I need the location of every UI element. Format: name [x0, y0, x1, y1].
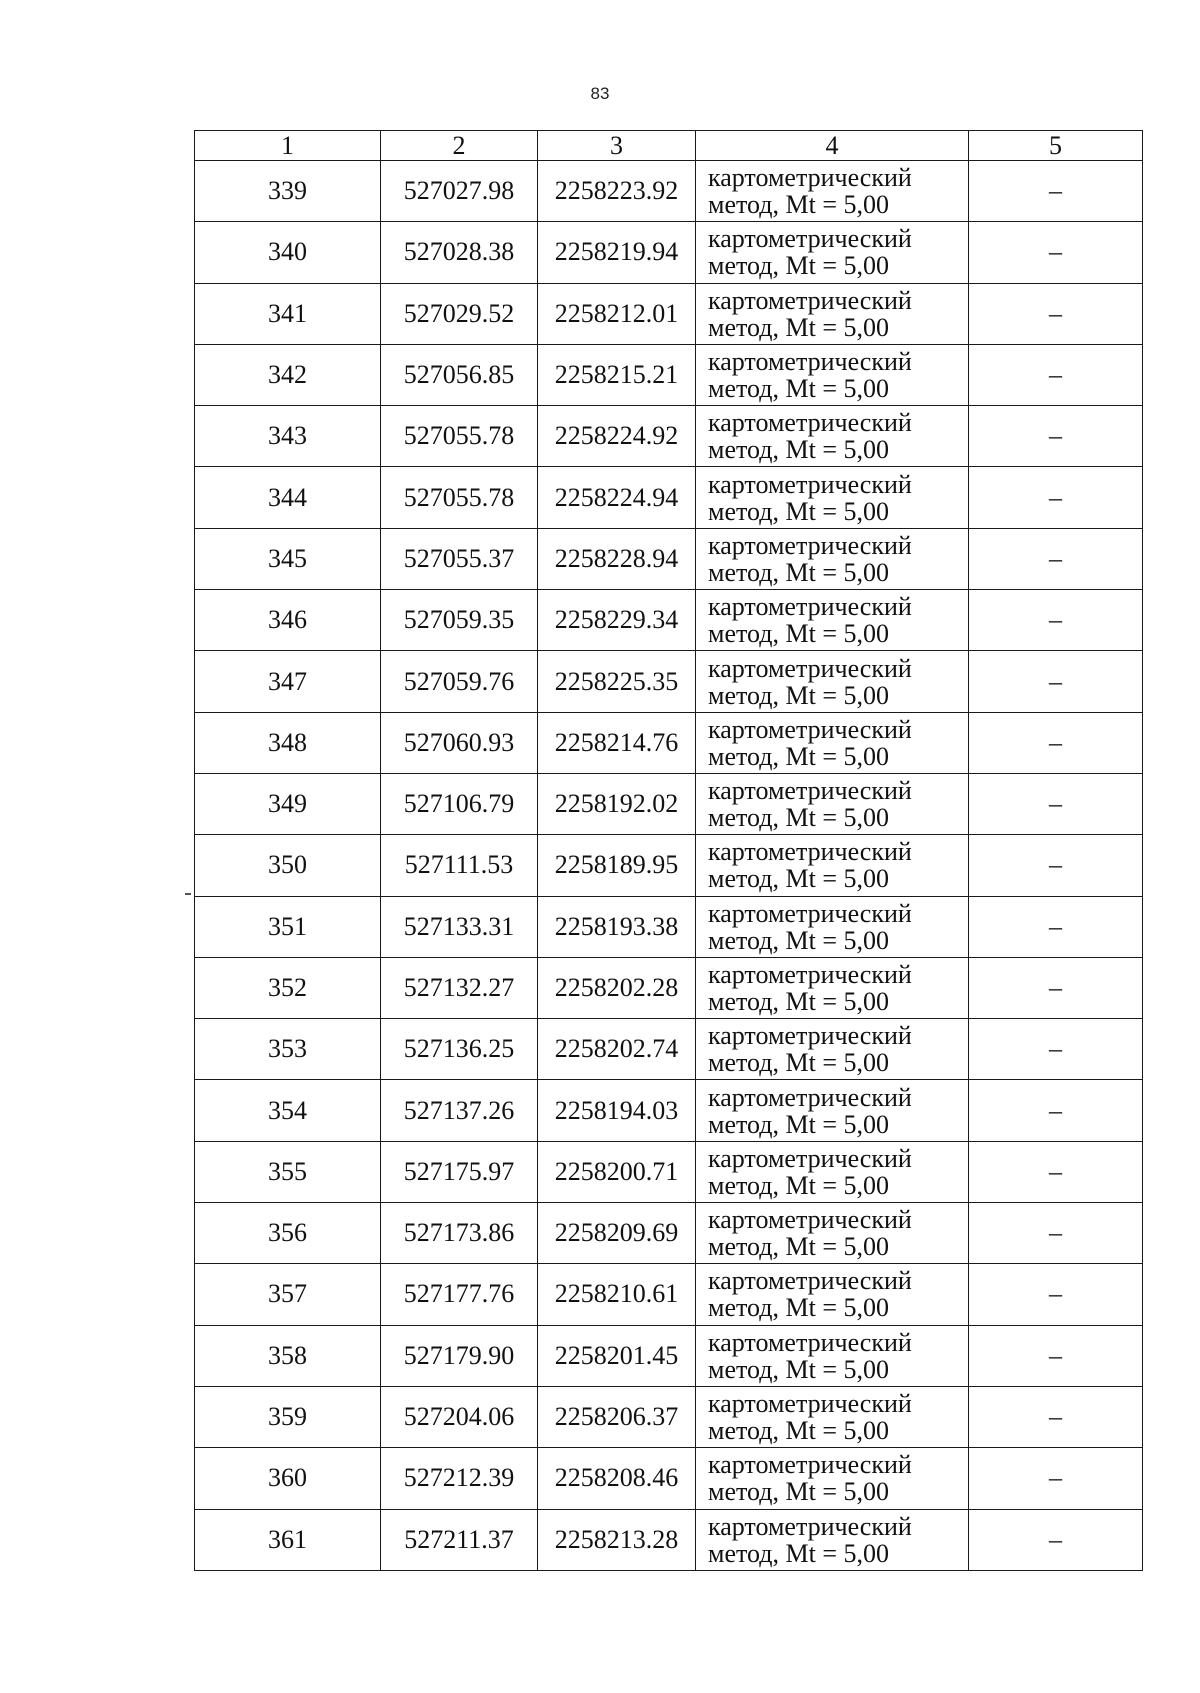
method-cell: [696, 1509, 969, 1570]
table-row: [195, 590, 1143, 651]
method-line-2: метод, Mt = 5,00: [708, 496, 889, 526]
method-cell: [696, 222, 969, 283]
table-row: [195, 222, 1143, 283]
method-line-2: метод, Mt = 5,00: [708, 1354, 889, 1384]
x-coordinate-cell: 527204.06: [381, 1386, 538, 1447]
method-line-2: метод, Mt = 5,00: [708, 864, 889, 894]
y-coordinate-cell: 2258201.45: [538, 1325, 696, 1386]
y-coordinate-cell: 2258228.94: [538, 528, 696, 589]
x-coordinate-cell: 527056.85: [381, 344, 538, 405]
method-cell: [696, 957, 969, 1018]
x-coordinate-cell: 527173.86: [381, 1203, 538, 1264]
method-cell: [696, 1019, 969, 1080]
method-line-2: метод, Mt = 5,00: [708, 1109, 889, 1139]
method-cell: [696, 712, 969, 773]
note-cell: –: [969, 712, 1143, 773]
point-number-cell: 344: [195, 467, 381, 528]
note-cell: –: [969, 406, 1143, 467]
x-coordinate-cell: 527059.35: [381, 590, 538, 651]
x-coordinate-cell: 527055.78: [381, 406, 538, 467]
method-line-1: картометрический: [708, 1082, 912, 1112]
method-line-2: метод, Mt = 5,00: [708, 1232, 889, 1262]
method-line-1: картометрический: [708, 285, 912, 315]
y-coordinate-cell: 2258210.61: [538, 1264, 696, 1325]
method-line-1: картометрический: [708, 408, 912, 438]
point-number-cell: 342: [195, 344, 381, 405]
method-line-2: метод, Mt = 5,00: [708, 803, 889, 833]
page-number: 83: [590, 84, 610, 103]
point-number-cell: 341: [195, 283, 381, 344]
point-number-cell: 349: [195, 773, 381, 834]
table-row: [195, 1141, 1143, 1202]
note-cell: –: [969, 1325, 1143, 1386]
y-coordinate-cell: 2258224.94: [538, 467, 696, 528]
note-cell: –: [969, 344, 1143, 405]
method-line-1: картометрический: [708, 1205, 912, 1235]
point-number-cell: 343: [195, 406, 381, 467]
header-col-2: 2: [381, 131, 538, 161]
point-number-cell: 352: [195, 957, 381, 1018]
method-line-2: метод, Mt = 5,00: [708, 1416, 889, 1446]
table-row: [195, 528, 1143, 589]
table-row: [195, 773, 1143, 834]
method-line-2: метод, Mt = 5,00: [708, 925, 889, 955]
note-cell: –: [969, 957, 1143, 1018]
method-line-1: картометрический: [708, 1389, 912, 1419]
method-line-1: картометрический: [708, 469, 912, 499]
method-cell: [696, 1264, 969, 1325]
y-coordinate-cell: 2258206.37: [538, 1386, 696, 1447]
point-number-cell: 360: [195, 1448, 381, 1509]
table-row: [195, 1203, 1143, 1264]
method-line-1: картометрический: [708, 714, 912, 744]
y-coordinate-cell: 2258202.28: [538, 957, 696, 1018]
method-cell: [696, 528, 969, 589]
y-coordinate-cell: 2258193.38: [538, 896, 696, 957]
x-coordinate-cell: 527027.98: [381, 161, 538, 222]
x-coordinate-cell: 527137.26: [381, 1080, 538, 1141]
method-line-2: метод, Mt = 5,00: [708, 251, 889, 281]
note-cell: –: [969, 1264, 1143, 1325]
method-line-1: картометрический: [708, 530, 912, 560]
margin-mark: [185, 893, 191, 895]
note-cell: –: [969, 283, 1143, 344]
x-coordinate-cell: 527029.52: [381, 283, 538, 344]
table-row: [195, 896, 1143, 957]
method-line-1: картометрический: [708, 653, 912, 683]
table-row: [195, 1264, 1143, 1325]
x-coordinate-cell: 527060.93: [381, 712, 538, 773]
method-cell: [696, 1203, 969, 1264]
method-cell: [696, 1386, 969, 1447]
x-coordinate-cell: 527132.27: [381, 957, 538, 1018]
y-coordinate-cell: 2258202.74: [538, 1019, 696, 1080]
point-number-cell: 339: [195, 161, 381, 222]
y-coordinate-cell: 2258214.76: [538, 712, 696, 773]
method-cell: [696, 1325, 969, 1386]
table-row: [195, 283, 1143, 344]
method-line-2: метод, Mt = 5,00: [708, 741, 889, 771]
table-row: [195, 1325, 1143, 1386]
method-cell: [696, 835, 969, 896]
header-col-5: 5: [969, 131, 1143, 161]
method-line-1: картометрический: [708, 1021, 912, 1051]
method-line-2: метод, Mt = 5,00: [708, 1170, 889, 1200]
method-cell: [696, 773, 969, 834]
table-row: [195, 1448, 1143, 1509]
y-coordinate-cell: 2258223.92: [538, 161, 696, 222]
coordinates-table: [194, 130, 1143, 1571]
point-number-cell: 359: [195, 1386, 381, 1447]
method-line-2: метод, Mt = 5,00: [708, 619, 889, 649]
header-col-3: 3: [538, 131, 696, 161]
table-row: [195, 712, 1143, 773]
method-line-1: картометрический: [708, 960, 912, 989]
point-number-cell: 357: [195, 1264, 381, 1325]
method-cell: [696, 161, 969, 222]
note-cell: –: [969, 835, 1143, 896]
point-number-cell: 347: [195, 651, 381, 712]
table-row: [195, 651, 1143, 712]
method-line-1: картометрический: [708, 1511, 912, 1541]
method-line-1: картометрический: [708, 1266, 912, 1296]
x-coordinate-cell: 527055.78: [381, 467, 538, 528]
method-cell: [696, 1448, 969, 1509]
method-line-2: метод, Mt = 5,00: [708, 374, 889, 404]
point-number-cell: 348: [195, 712, 381, 773]
note-cell: –: [969, 1019, 1143, 1080]
x-coordinate-cell: 527212.39: [381, 1448, 538, 1509]
method-cell: [696, 344, 969, 405]
point-number-cell: 351: [195, 896, 381, 957]
point-number-cell: 361: [195, 1509, 381, 1570]
point-number-cell: 354: [195, 1080, 381, 1141]
point-number-cell: 345: [195, 528, 381, 589]
note-cell: –: [969, 1080, 1143, 1141]
point-number-cell: 356: [195, 1203, 381, 1264]
method-cell: [696, 406, 969, 467]
table-row: [195, 835, 1143, 896]
table-row: [195, 1386, 1143, 1447]
method-line-2: метод, Mt = 5,00: [708, 312, 889, 342]
method-line-1: картометрический: [708, 163, 912, 193]
method-line-2: метод, Mt = 5,00: [708, 1477, 889, 1507]
note-cell: –: [969, 651, 1143, 712]
x-coordinate-cell: 527111.53: [381, 835, 538, 896]
table-row: [195, 1080, 1143, 1141]
x-coordinate-cell: 527179.90: [381, 1325, 538, 1386]
x-coordinate-cell: 527028.38: [381, 222, 538, 283]
method-line-2: метод, Mt = 5,00: [708, 1538, 889, 1568]
note-cell: –: [969, 1203, 1143, 1264]
table-row: [195, 1509, 1143, 1570]
method-line-1: картометрический: [708, 1143, 912, 1173]
method-line-1: картометрический: [708, 837, 912, 867]
note-cell: –: [969, 1509, 1143, 1570]
point-number-cell: 350: [195, 835, 381, 896]
note-cell: –: [969, 1141, 1143, 1202]
note-cell: –: [969, 161, 1143, 222]
y-coordinate-cell: 2258189.95: [538, 835, 696, 896]
method-cell: [696, 467, 969, 528]
y-coordinate-cell: 2258212.01: [538, 283, 696, 344]
method-line-1: картометрический: [708, 1327, 912, 1357]
method-line-1: картометрический: [708, 224, 912, 254]
note-cell: –: [969, 590, 1143, 651]
header-row: [195, 131, 1143, 161]
method-line-2: метод, Mt = 5,00: [708, 435, 889, 465]
method-line-2: метод, Mt = 5,00: [708, 1048, 889, 1078]
y-coordinate-cell: 2258192.02: [538, 773, 696, 834]
table-row: [195, 344, 1143, 405]
header-col-1: 1: [195, 131, 381, 161]
note-cell: –: [969, 773, 1143, 834]
method-cell: [696, 1141, 969, 1202]
method-cell: [696, 1080, 969, 1141]
method-line-2: метод, Mt = 5,00: [708, 557, 889, 587]
note-cell: –: [969, 1448, 1143, 1509]
note-cell: –: [969, 528, 1143, 589]
note-cell: –: [969, 896, 1143, 957]
method-line-2: метод, Mt = 5,00: [708, 190, 889, 220]
y-coordinate-cell: 2258213.28: [538, 1509, 696, 1570]
note-cell: –: [969, 467, 1143, 528]
method-line-1: картометрический: [708, 898, 912, 928]
note-cell: –: [969, 1386, 1143, 1447]
header-col-4: 4: [696, 131, 969, 161]
y-coordinate-cell: 2258208.46: [538, 1448, 696, 1509]
method-line-1: картометрический: [708, 592, 912, 622]
y-coordinate-cell: 2258224.92: [538, 406, 696, 467]
x-coordinate-cell: 527106.79: [381, 773, 538, 834]
table-row: [195, 1019, 1143, 1080]
y-coordinate-cell: 2258209.69: [538, 1203, 696, 1264]
point-number-cell: 355: [195, 1141, 381, 1202]
table-row: [195, 467, 1143, 528]
y-coordinate-cell: 2258219.94: [538, 222, 696, 283]
x-coordinate-cell: 527175.97: [381, 1141, 538, 1202]
x-coordinate-cell: 527133.31: [381, 896, 538, 957]
point-number-cell: 353: [195, 1019, 381, 1080]
method-cell: [696, 651, 969, 712]
x-coordinate-cell: 527136.25: [381, 1019, 538, 1080]
method-line-2: метод, Mt = 5,00: [708, 680, 889, 710]
table-row: [195, 957, 1143, 1018]
method-cell: [696, 896, 969, 957]
method-line-1: картометрический: [708, 1450, 912, 1480]
point-number-cell: 346: [195, 590, 381, 651]
y-coordinate-cell: 2258215.21: [538, 344, 696, 405]
table-body: [195, 161, 1143, 1571]
point-number-cell: 340: [195, 222, 381, 283]
y-coordinate-cell: 2258200.71: [538, 1141, 696, 1202]
x-coordinate-cell: 527059.76: [381, 651, 538, 712]
method-cell: [696, 590, 969, 651]
y-coordinate-cell: 2258229.34: [538, 590, 696, 651]
table-row: [195, 161, 1143, 222]
method-cell: [696, 283, 969, 344]
method-line-1: картометрический: [708, 347, 912, 377]
y-coordinate-cell: 2258194.03: [538, 1080, 696, 1141]
y-coordinate-cell: 2258225.35: [538, 651, 696, 712]
x-coordinate-cell: 527211.37: [381, 1509, 538, 1570]
method-line-2: метод, Mt = 5,00: [708, 1293, 889, 1323]
note-cell: –: [969, 222, 1143, 283]
point-number-cell: 358: [195, 1325, 381, 1386]
x-coordinate-cell: 527177.76: [381, 1264, 538, 1325]
method-line-2: метод, Mt = 5,00: [708, 987, 889, 1016]
method-line-1: картометрический: [708, 776, 912, 806]
table-row: [195, 406, 1143, 467]
table-header: [195, 131, 1143, 161]
x-coordinate-cell: 527055.37: [381, 528, 538, 589]
